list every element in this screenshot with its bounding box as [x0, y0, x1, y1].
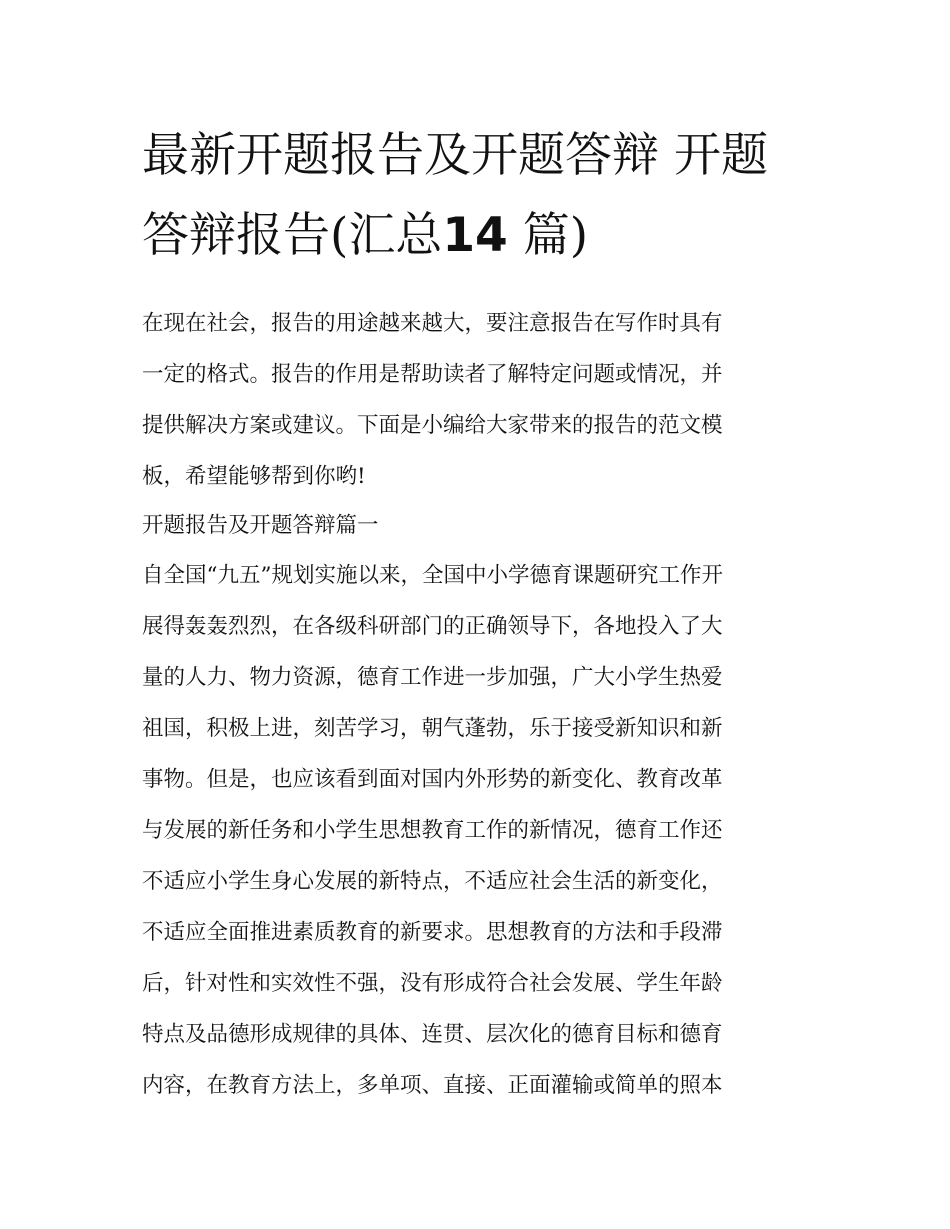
document-content: [142, 116, 814, 1111]
body-line: 事物。但是，也应该看到面对国内外形势的新变化、教育改革: [142, 767, 723, 792]
intro-paragraph: [142, 298, 814, 502]
section-heading: 开题报告及开题答辩篇一: [142, 513, 379, 538]
intro-line: 板，希望能够帮到你哟!: [142, 464, 366, 489]
body-paragraph: [142, 550, 814, 1111]
body-line: 内容，在教育方法上，多单项、直接、正面灌输或简单的照本: [142, 1073, 723, 1098]
body-line: 后，针对性和实效性不强，没有形成符合社会发展、学生年龄: [142, 971, 723, 996]
body-line: 量的人力、物力资源，德育工作进一步加强，广大小学生热爱: [142, 665, 723, 690]
body-line: 与发展的新任务和小学生思想教育工作的新情况，德育工作还: [142, 818, 723, 843]
body-line: 不适应全面推进素质教育的新要求。思想教育的方法和手段滞: [142, 920, 723, 945]
title-text-part2: 篇): [522, 208, 589, 263]
body-line: 特点及品德形成规律的具体、连贯、层次化的德育目标和德育: [142, 1022, 723, 1047]
intro-line: 在现在社会，报告的用途越来越大，要注意报告在写作时具有: [142, 311, 723, 336]
body-line: 不适应小学生身心发展的新特点，不适应社会生活的新变化，: [142, 869, 723, 894]
body-line: 展得轰轰烈烈，在各级科研部门的正确领导下，各地投入了大: [142, 614, 723, 639]
title-number: 14: [442, 208, 508, 263]
body-line: 祖国，积极上进，刻苦学习，朝气蓬勃，乐于接受新知识和新: [142, 716, 723, 741]
intro-line: 提供解决方案或建议。下面是小编给大家带来的报告的范文模: [142, 413, 723, 438]
intro-line: 一定的格式。报告的作用是帮助读者了解特定问题或情况，并: [142, 362, 723, 387]
body-line: 自全国“九五”规划实施以来，全国中小学德育课题研究工作开: [142, 563, 723, 588]
document-title: [142, 116, 814, 276]
title-text-part1: 最新开题报告及开题答辩 开题答辩报告(汇总: [142, 128, 768, 263]
